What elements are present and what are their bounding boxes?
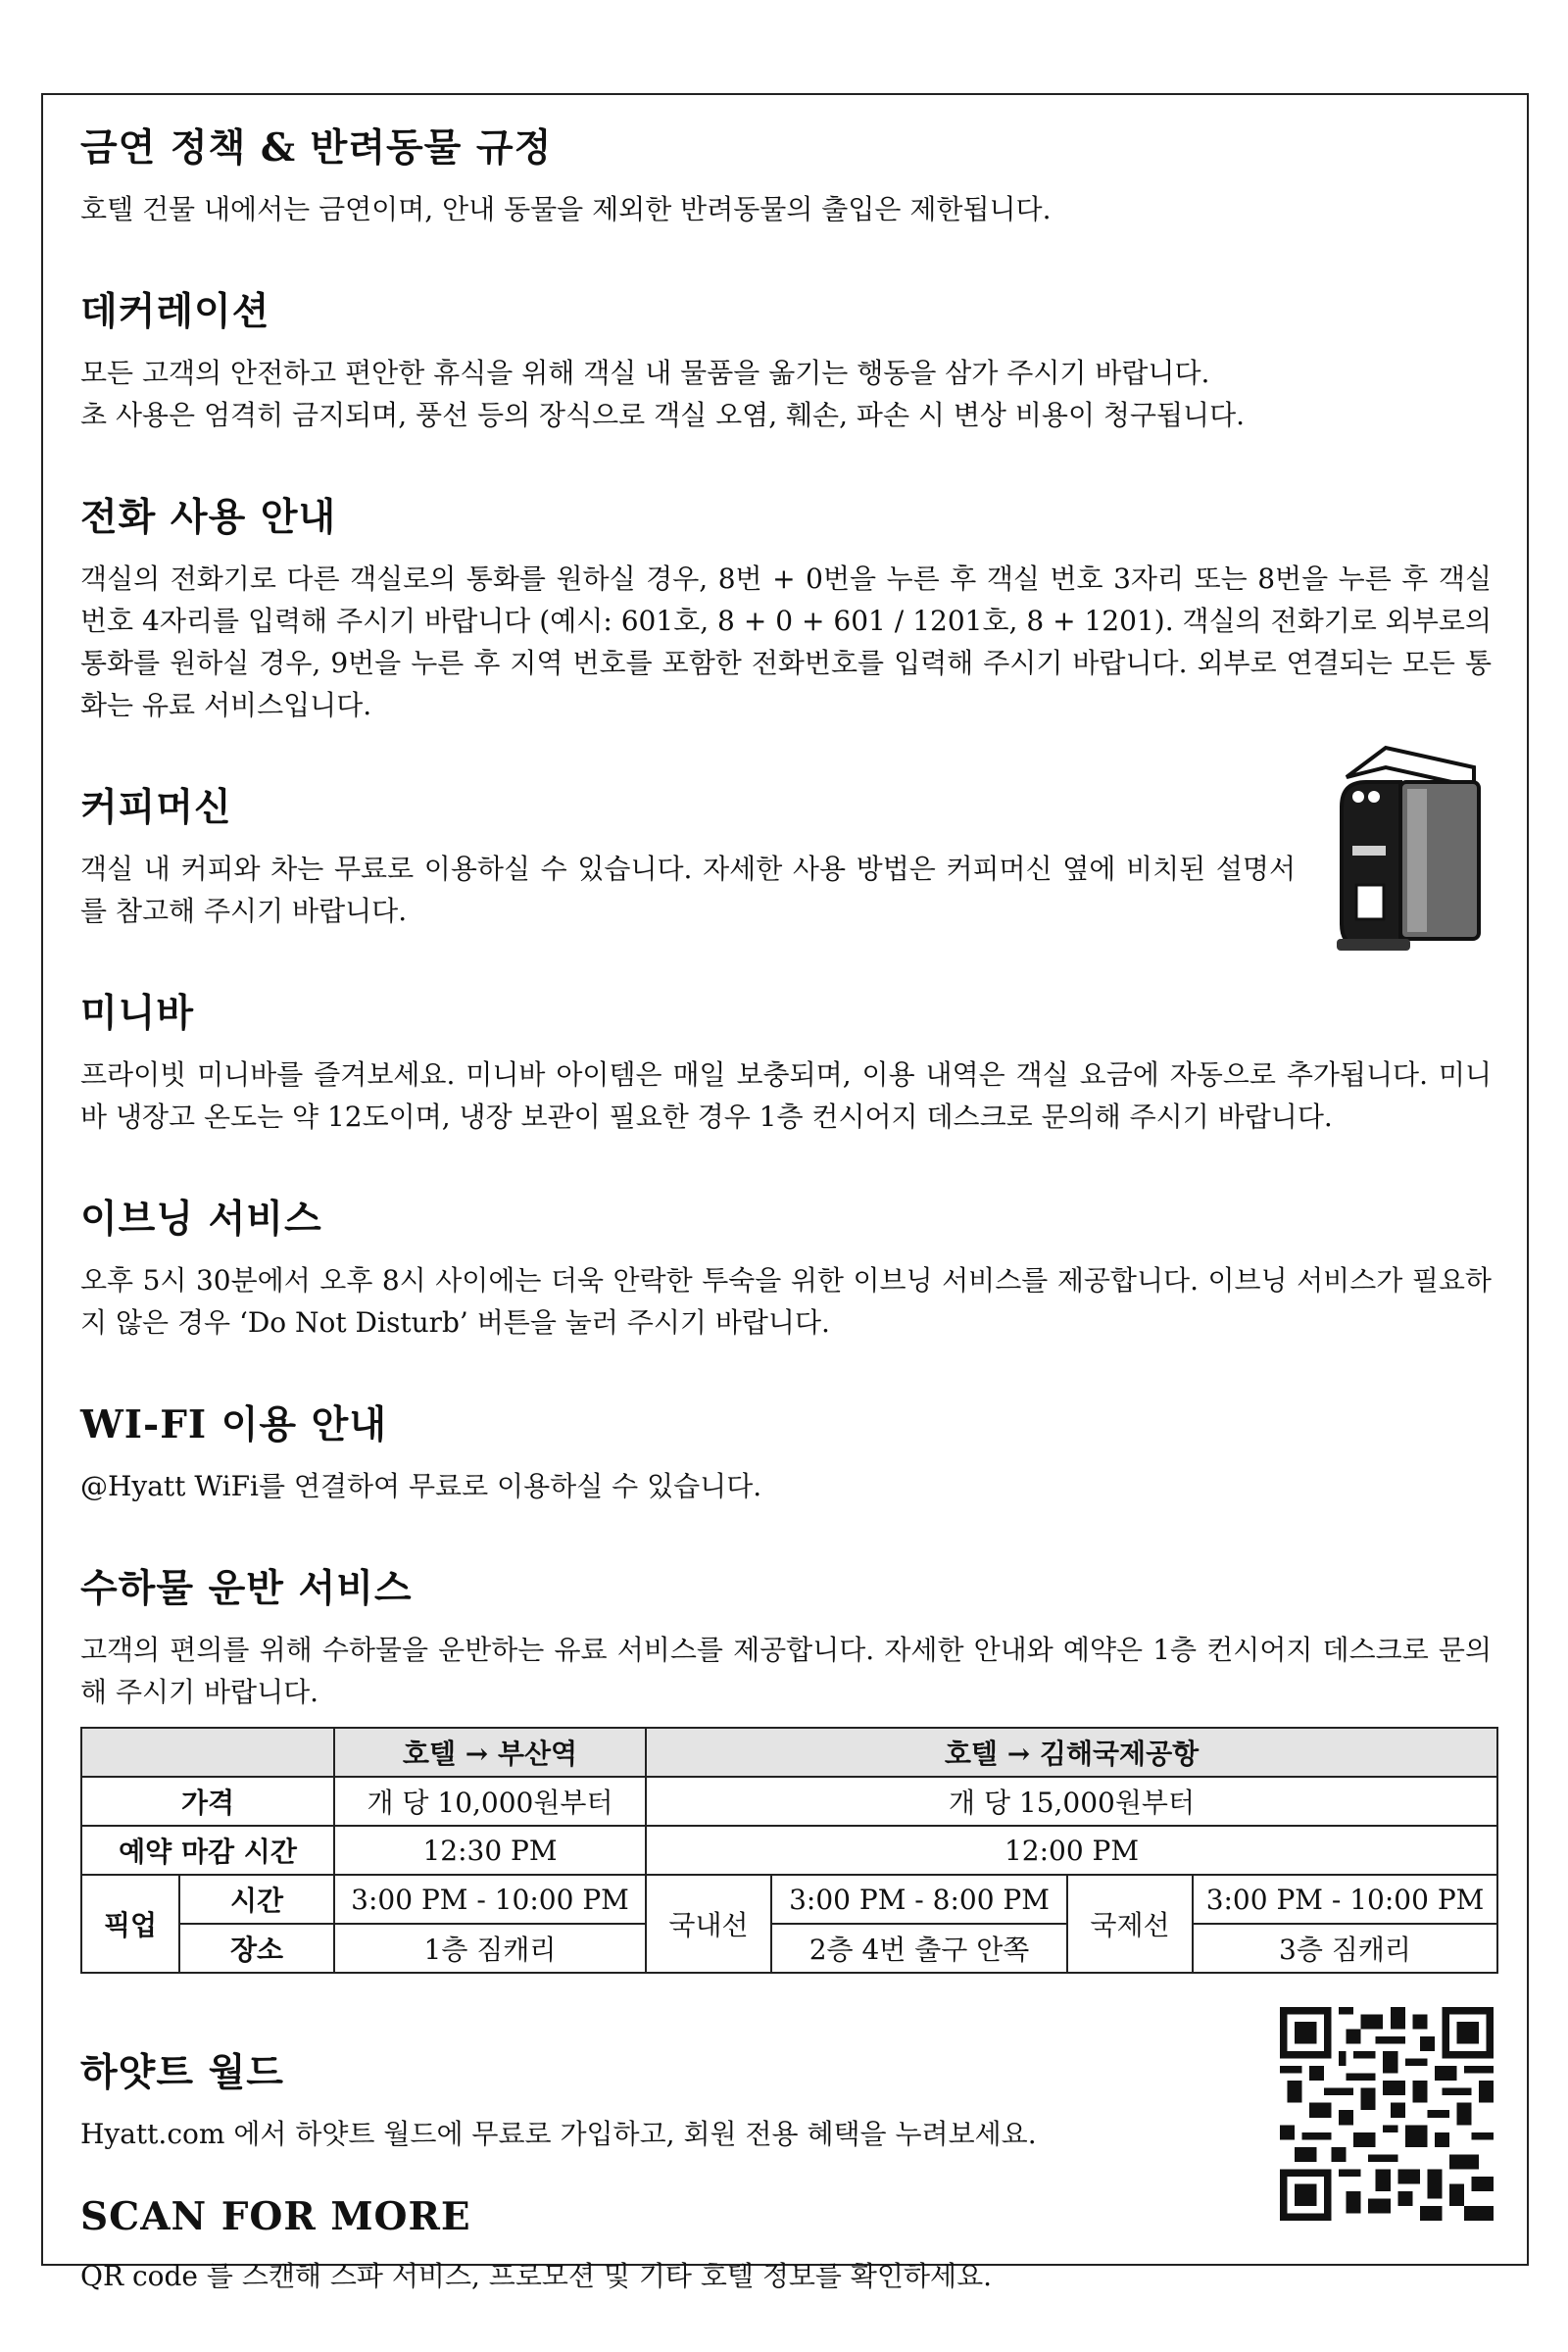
section-evening	[80, 1189, 1492, 1344]
cell-domestic-time: 3:00 PM - 8:00 PM	[771, 1875, 1067, 1924]
section-body: @Hyatt WiFi를 연결하여 무료로 이용하실 수 있습니다.	[80, 1470, 762, 1502]
table-row	[81, 1875, 1497, 1924]
section-smoking	[80, 118, 1492, 230]
luggage-table	[80, 1727, 1498, 1974]
section-title: 이브닝 서비스	[80, 1197, 322, 1242]
cell-domestic: 국내선	[646, 1875, 771, 1973]
col-header-busan: 호텔 → 부산역	[334, 1728, 646, 1777]
section-body: 프라이빗 미니바를 즐겨보세요. 미니바 아이템은 매일 보충되며, 이용 내역은 객실 요금에 자동으로 추가됩니다. 미니바 냉장고 온도는 약 12도이며, 냉장 보관이 필요한 경우 1층 컨시어지 데스크로 문의해 주시기 바랍니다.	[80, 1058, 1492, 1133]
cell-international-time: 3:00 PM - 10:00 PM	[1193, 1875, 1497, 1924]
section-title: 금연 정책 & 반려동물 규정	[80, 125, 553, 171]
cell-price-gimhae: 개 당 15,000원부터	[646, 1777, 1497, 1826]
section-minibar	[80, 983, 1492, 1138]
table-row	[81, 1777, 1497, 1826]
section-title: 수하물 운반 서비스	[80, 1566, 413, 1611]
cell-price-busan: 개 당 10,000원부터	[334, 1777, 646, 1826]
table-row	[81, 1924, 1497, 1973]
coffee-machine-icon	[1327, 738, 1494, 963]
cell-international: 국제선	[1067, 1875, 1193, 1973]
table-row	[81, 1728, 1497, 1777]
section-title: 미니바	[80, 991, 195, 1036]
row-label-time: 시간	[179, 1875, 334, 1924]
section-decoration	[80, 281, 1492, 436]
section-body-line1: 모든 고객의 안전하고 편안한 휴식을 위해 객실 내 물품을 옮기는 행동을 삼가 주시기 바랍니다.	[80, 357, 1210, 389]
cell-deadline-gimhae: 12:00 PM	[646, 1826, 1497, 1875]
row-label-place: 장소	[179, 1924, 334, 1973]
row-label-pickup: 픽업	[81, 1875, 179, 1973]
cell-international-place: 3층 짐캐리	[1193, 1924, 1497, 1973]
cell-busan-time: 3:00 PM - 10:00 PM	[334, 1875, 646, 1924]
table-corner	[81, 1728, 334, 1777]
section-title: 전화 사용 안내	[80, 495, 337, 540]
section-title: 커피머신	[80, 785, 232, 830]
col-header-gimhae: 호텔 → 김해국제공항	[646, 1728, 1497, 1777]
section-body: Hyatt.com 에서 하얏트 월드에 무료로 가입하고, 회원 전용 혜택을 누려보세요.	[80, 2118, 1037, 2150]
cell-deadline-busan: 12:30 PM	[334, 1826, 646, 1875]
section-body: 객실의 전화기로 다른 객실로의 통화를 원하실 경우, 8번 + 0번을 누른 후 객실 번호 3자리 또는 8번을 누른 후 객실 번호 4자리를 입력해 주시기 바랍니다 (예시: 601호, 8 + 0 + 601 / 1201호, 8 + 1201). 객실의 전화기로 외부로의 통화를 원하실 경우, 9번을 누른 후 지역 번호를 포함한 전화번호를 입력해 주시기 바랍니다. 외부로 연결되는 모든 통화는 유료 서비스입니다.	[80, 563, 1492, 721]
section-coffee	[80, 777, 1492, 932]
cell-domestic-place: 2층 4번 출구 안쪽	[771, 1924, 1067, 1973]
qr-code-icon[interactable]	[1280, 2007, 1494, 2221]
section-body: QR code 를 스캔해 스파 서비스, 프로모션 및 기타 호텔 정보를 확인하세요.	[80, 2260, 993, 2292]
section-wifi	[80, 1395, 1492, 1507]
row-label-price: 가격	[81, 1777, 334, 1826]
section-phone	[80, 487, 1492, 726]
section-title: 데커레이션	[80, 289, 270, 334]
section-body: 고객의 편의를 위해 수하물을 운반하는 유료 서비스를 제공합니다. 자세한 안내와 예약은 1층 컨시어지 데스크로 문의해 주시기 바랍니다.	[80, 1634, 1492, 1708]
section-body: 객실 내 커피와 차는 무료로 이용하실 수 있습니다. 자세한 사용 방법은 커피머신 옆에 비치된 설명서를 참고해 주시기 바랍니다.	[80, 853, 1296, 927]
section-title: 하얏트 월드	[80, 2050, 284, 2095]
section-body-line2: 초 사용은 엄격히 금지되며, 풍선 등의 장식으로 객실 오염, 훼손, 파손 시 변상 비용이 청구됩니다.	[80, 399, 1246, 431]
cell-busan-place: 1층 짐캐리	[334, 1924, 646, 1973]
section-body: 오후 5시 30분에서 오후 8시 사이에는 더욱 안락한 투숙을 위한 이브닝 서비스를 제공합니다. 이브닝 서비스가 필요하지 않은 경우 ‘Do Not Disturb’ 버튼을 눌러 주시기 바랍니다.	[80, 1264, 1492, 1339]
section-title: WI-FI 이용 안내	[80, 1402, 388, 1447]
section-title: SCAN FOR MORE	[80, 2194, 471, 2239]
table-row	[81, 1826, 1497, 1875]
row-label-deadline: 예약 마감 시간	[81, 1826, 334, 1875]
section-body: 호텔 건물 내에서는 금연이며, 안내 동물을 제외한 반려동물의 출입은 제한됩니다.	[80, 193, 1052, 225]
section-luggage	[80, 1558, 1492, 1974]
